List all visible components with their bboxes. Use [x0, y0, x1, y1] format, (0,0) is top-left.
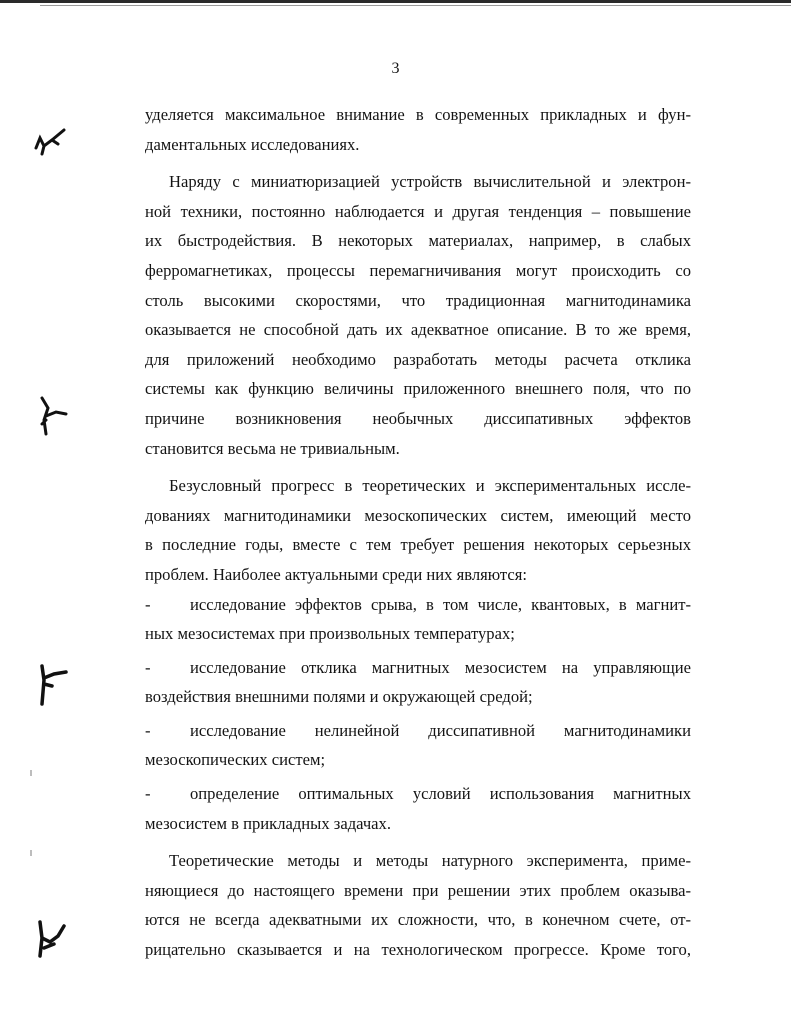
list-item: [145, 590, 691, 620]
bullet-text: исследование эффектов срыва, в том числе, квантовых, в магнит-: [190, 594, 691, 614]
margin-mark-4-icon: [30, 912, 80, 962]
body-text: [145, 100, 691, 965]
text-line: мезоскопических систем;: [145, 750, 326, 770]
scan-edge-line: [40, 5, 791, 6]
page-number: 3: [391, 60, 400, 77]
text-line: столь высокими скоростями, что традиционная магнитодинамика: [145, 290, 691, 310]
margin-mark-3-icon: [30, 660, 80, 710]
margin-dot: [30, 850, 32, 856]
text-line: для приложений необходимо разработать методы расчета отклика: [145, 349, 691, 369]
text-line: Безусловный прогресс в теоретических и экспериментальных иссле-: [169, 476, 691, 496]
text-line: ной техники, постоянно наблюдается и другая тенденция – повышение: [145, 201, 691, 221]
text-line: системы как функцию величины приложенного внешнего поля, что по: [145, 379, 691, 399]
text-line: ных мезосистемах при произвольных температурах;: [145, 624, 515, 644]
list-item: [145, 653, 691, 683]
margin-mark-2-icon: [30, 392, 80, 442]
text-line: рицательно сказывается и на технологическом прогрессе. Кроме того,: [145, 940, 691, 960]
bullet-text: определение оптимальных условий использования магнитных: [190, 784, 691, 804]
bullet-dash: -: [145, 657, 151, 677]
bullet-dash: -: [145, 720, 151, 740]
bullet-text: исследование нелинейной диссипативной магнитодинамики: [190, 720, 691, 740]
bullet-text: исследование отклика магнитных мезосистем на управляющие: [190, 657, 691, 677]
scan-edge-top: [0, 0, 791, 3]
text-line: проблем. Наиболее актуальными среди них являются:: [145, 564, 527, 584]
text-line: Наряду с миниатюризацией устройств вычислительной и электрон-: [169, 172, 691, 192]
text-line: становится весьма не тривиальным.: [145, 438, 400, 458]
text-line: дованиях магнитодинамики мезоскопических систем, имеющий место: [145, 505, 691, 525]
margin-mark-1-icon: [30, 118, 80, 168]
text-line: уделяется максимальное внимание в современных прикладных и фун-: [145, 105, 691, 124]
text-line: воздействия внешними полями и окружающей средой;: [145, 687, 533, 707]
text-line: оказывается не способной дать их адекватное описание. В то же время,: [145, 320, 691, 340]
bullet-dash: -: [145, 784, 151, 804]
text-line: даментальных исследованиях.: [145, 134, 360, 154]
text-line: причине возникновения необычных диссипативных эффектов: [145, 408, 691, 428]
text-line: мезосистем в прикладных задачах.: [145, 813, 391, 833]
text-line: их быстродействия. В некоторых материалах, например, в слабых: [145, 231, 691, 251]
text-line: в последние годы, вместе с тем требует решения некоторых серьезных: [145, 535, 691, 555]
list-item: [145, 779, 691, 809]
margin-dot: [30, 770, 32, 776]
text-line: ферромагнетиках, процессы перемагничивания могут происходить со: [145, 260, 691, 280]
text-line: няющиеся до настоящего времени при решении этих проблем оказыва-: [145, 880, 691, 900]
text-line: Теоретические методы и методы натурного эксперимента, приме-: [169, 851, 691, 871]
bullet-dash: -: [145, 594, 151, 614]
text-line: ются не всегда адекватными их сложности, что, в конечном счете, от-: [145, 910, 691, 930]
list-item: [145, 716, 691, 746]
